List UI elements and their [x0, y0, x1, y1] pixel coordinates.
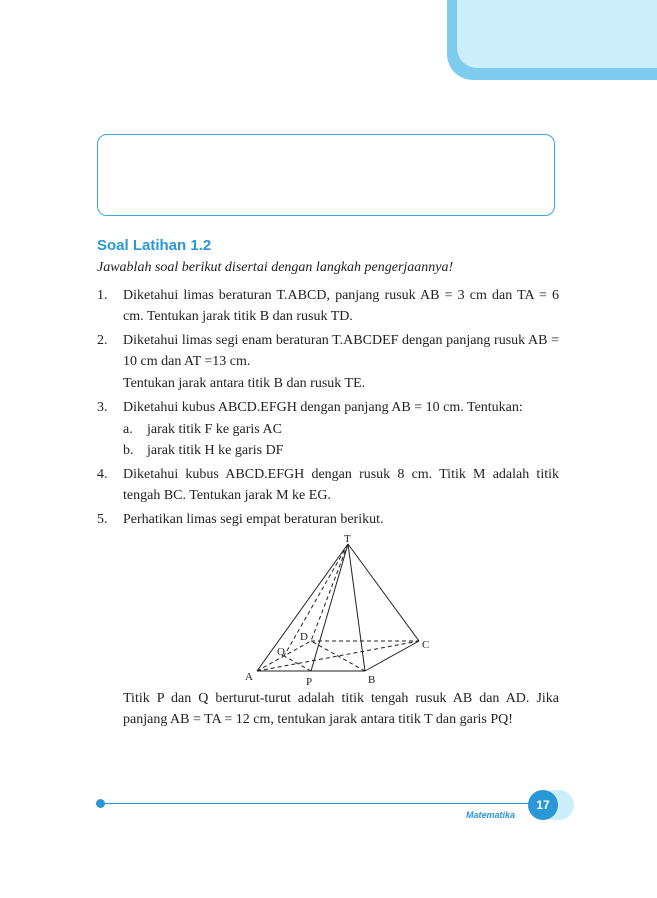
- exercise-item-4: [97, 464, 559, 506]
- item-text: Diketahui limas beraturan T.ABCD, panjang rusuk AB = 3 cm dan TA = 6 cm. Tentukan jarak titik B dan rusuk TD.: [123, 288, 559, 324]
- item-extra-text: Tentukan jarak antara titik B dan rusuk TE.: [123, 376, 366, 391]
- edge-td: [311, 544, 348, 641]
- item-text: Diketahui kubus ABCD.EFGH dengan panjang AB = 10 cm. Tentukan:: [123, 400, 523, 415]
- sub-item-text: jarak titik F ke garis AC: [147, 422, 282, 437]
- footer-subject: Matematika: [466, 810, 516, 820]
- sub-list: [123, 419, 559, 461]
- segment-tq: [284, 544, 348, 656]
- exercise-item-2: [97, 330, 559, 394]
- item-number: 3.: [97, 400, 108, 415]
- sub-item-b: [123, 440, 559, 461]
- exercise-list: [97, 285, 559, 733]
- item-text: Perhatikan limas segi empat beraturan berikut.: [123, 512, 384, 527]
- sub-item-a: [123, 419, 559, 440]
- exercise-item-1: [97, 285, 559, 327]
- label-d: D: [300, 631, 308, 643]
- sub-item-text: jarak titik H ke garis DF: [147, 443, 284, 458]
- exercise-item-3: [97, 397, 559, 461]
- label-p: P: [306, 676, 313, 688]
- label-t: T: [344, 533, 351, 545]
- corner-tab-inner-decoration: [457, 0, 657, 68]
- label-q: Q: [277, 646, 285, 658]
- label-a: A: [245, 671, 253, 683]
- sub-item-letter: a.: [123, 422, 133, 437]
- item-number: 1.: [97, 288, 108, 303]
- pyramid-figure: [227, 533, 430, 688]
- item-number: 5.: [97, 512, 108, 527]
- segment-pq: [284, 656, 311, 671]
- sub-item-letter: b.: [123, 443, 134, 458]
- segment-tp: [311, 544, 348, 671]
- footer-line: [101, 803, 531, 804]
- section-title: Soal Latihan 1.2: [97, 237, 212, 254]
- item-after-text: Titik P dan Q berturut-turut adalah titik tengah rusuk AB dan AD. Jika panjang AB = TA = 12 cm, tentukan jarak antara titik T dan garis PQ!: [123, 691, 559, 727]
- exercise-item-5: [97, 509, 559, 730]
- page-number-badge: 17: [528, 790, 558, 820]
- label-b: B: [368, 674, 376, 686]
- item-text: Diketahui limas segi enam beraturan T.ABCDEF dengan panjang rusuk AB = 10 cm dan AT =13 cm.: [123, 333, 559, 369]
- edge-bc: [365, 641, 419, 671]
- item-number: 2.: [97, 333, 108, 348]
- diagonal-bd: [311, 641, 365, 671]
- item-text: Diketahui kubus ABCD.EFGH dengan rusuk 8 cm. Titik M adalah titik tengah BC. Tentukan jarak M ke EG.: [123, 467, 559, 503]
- item-number: 4.: [97, 467, 108, 482]
- edge-ta: [257, 544, 348, 671]
- label-c: C: [422, 639, 430, 651]
- note-box: [97, 134, 555, 216]
- section-instruction: Jawablah soal berikut disertai dengan langkah pengerjaannya!: [97, 260, 454, 275]
